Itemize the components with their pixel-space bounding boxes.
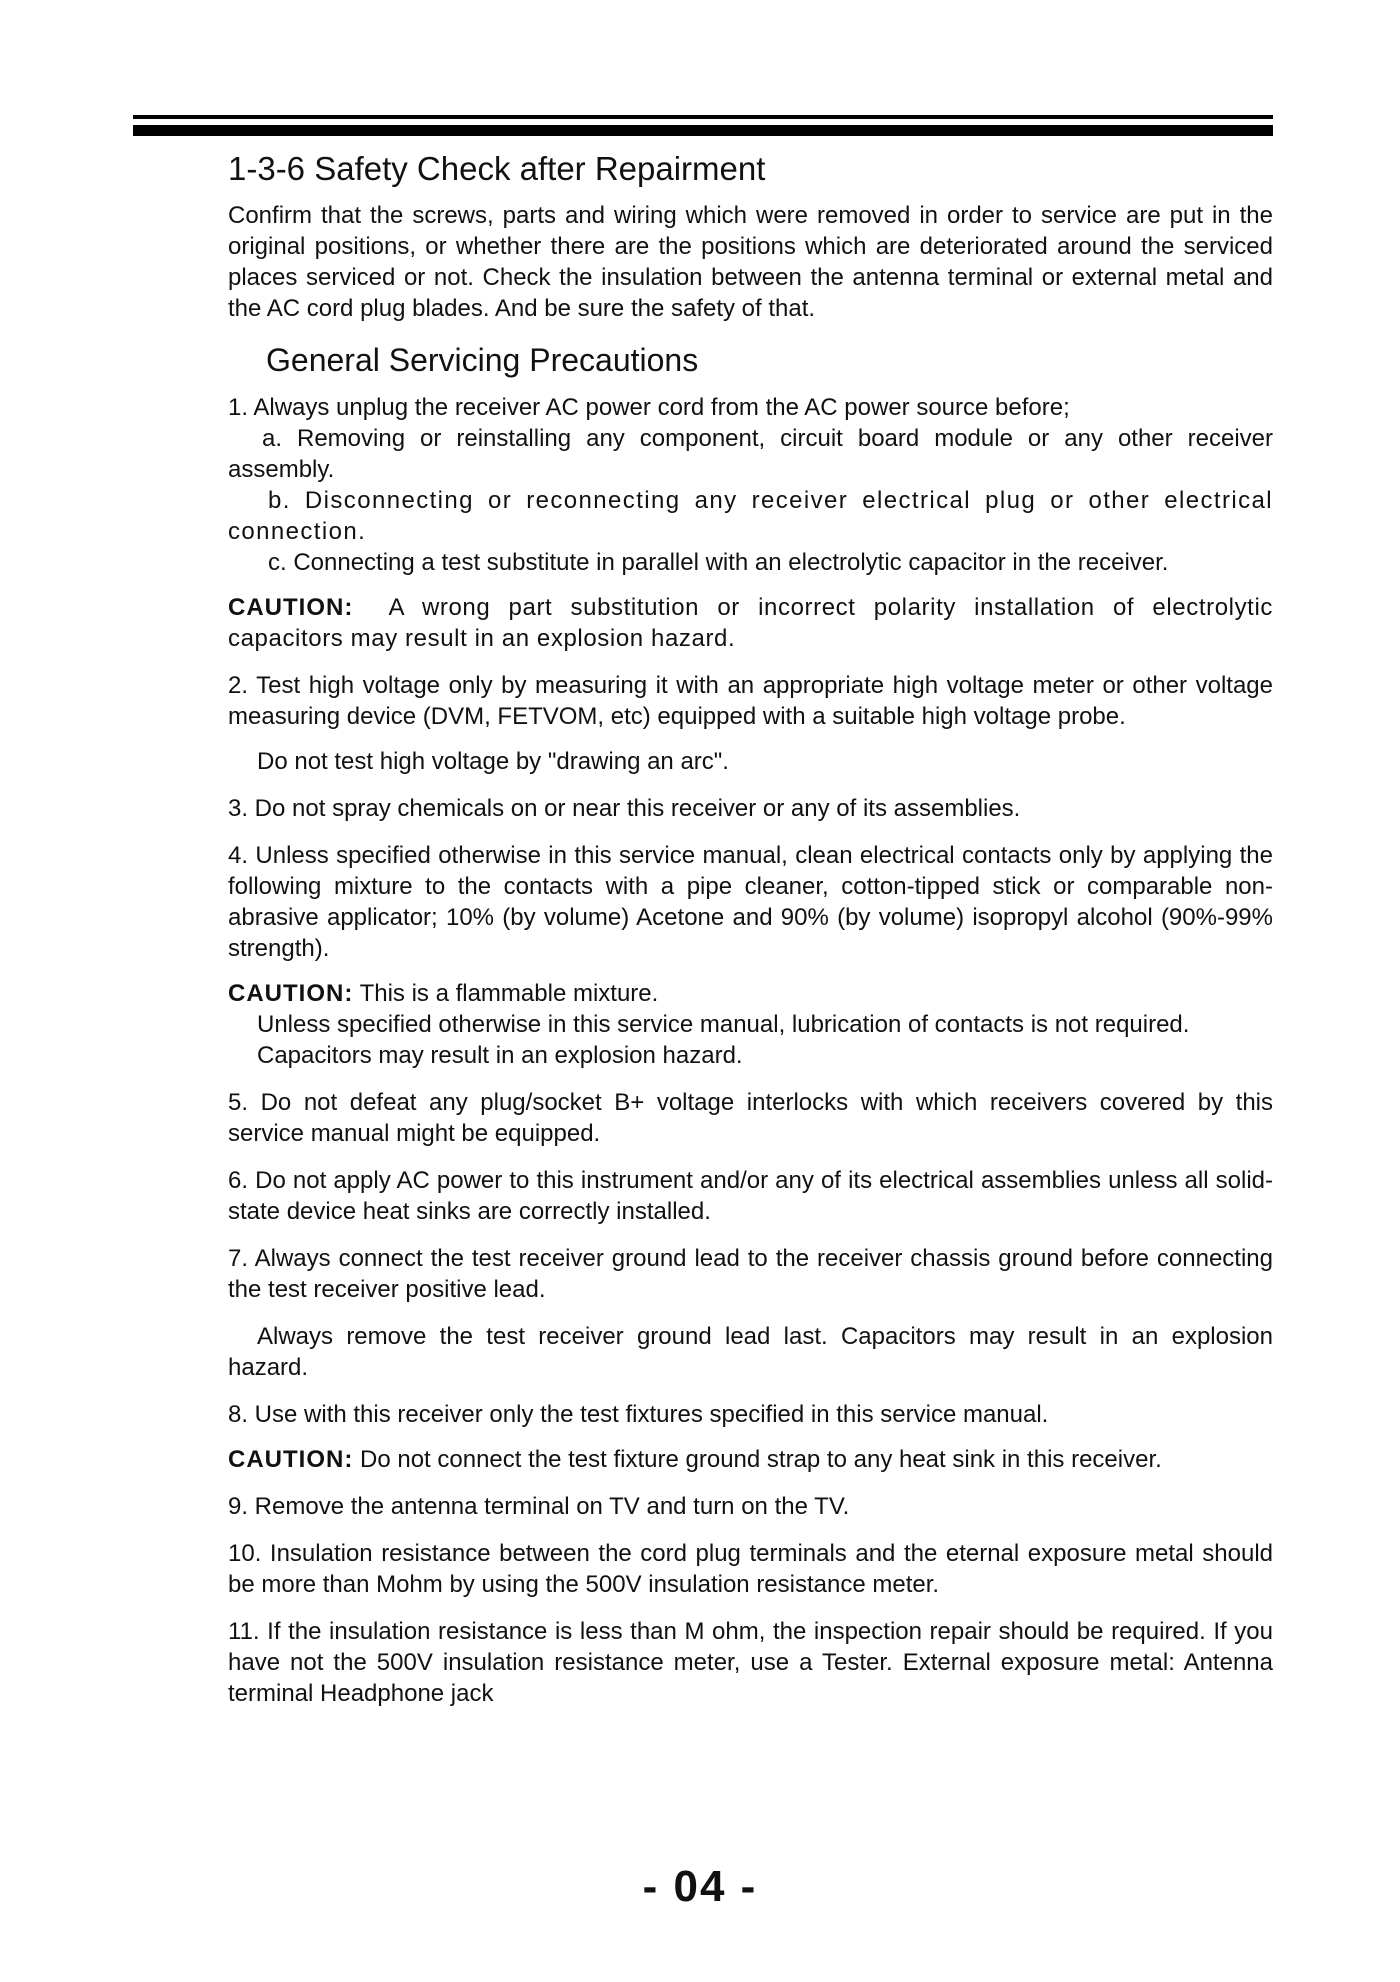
item-7: 7. Always connect the test receiver ground lead to the receiver chassis ground before connecting the test receiver positive lead. bbox=[228, 1245, 1273, 1303]
section-title: 1-3-6 Safety Check after Repairment bbox=[228, 150, 766, 187]
item-9: 9. Remove the antenna terminal on TV and turn on the TV. bbox=[228, 1493, 850, 1520]
item-7-note: Always remove the test receiver ground lead last. Capacitors may result in an explosion hazard. bbox=[228, 1323, 1273, 1381]
item-1b: b. Disconnecting or reconnecting any receiver electrical plug or other electrical connection. bbox=[228, 487, 1273, 545]
item-11: 11. If the insulation resistance is less than M ohm, the inspection repair should be required. If you have not the 500V insulation resistance meter, use a Tester. External exposure metal: Antenna terminal Headphone jack bbox=[228, 1618, 1273, 1707]
caution-2-line-3: Capacitors may result in an explosion hazard. bbox=[257, 1042, 743, 1069]
item-2: 2. Test high voltage only by measuring it with an appropriate high voltage meter or other voltage measuring device (DVM, FETVOM, etc) equipped with a suitable high voltage probe. bbox=[228, 672, 1273, 730]
section-body: Confirm that the screws, parts and wiring which were removed in order to service are put in the original positions, or whether there are the positions which are deteriorated around the serviced places serviced or not. Check the insulation between the antenna terminal or external metal and the AC cord plug blades. And be sure the safety of that. bbox=[228, 202, 1273, 322]
caution-label: CAUTION: bbox=[228, 1446, 354, 1473]
caution-3 bbox=[228, 1444, 1273, 1475]
item-8: 8. Use with this receiver only the test fixtures specified in this service manual. bbox=[228, 1401, 1049, 1428]
caution-3-text: Do not connect the test fixture ground strap to any heat sink in this receiver. bbox=[360, 1446, 1162, 1473]
caution-2 bbox=[228, 978, 1273, 1009]
item-10: 10. Insulation resistance between the cord plug terminals and the eternal exposure metal should be more than Mohm by using the 500V insulation resistance meter. bbox=[228, 1540, 1273, 1598]
item-1c: c. Connecting a test substitute in parallel with an electrolytic capacitor in the receiver. bbox=[268, 549, 1169, 576]
item-6: 6. Do not apply AC power to this instrument and/or any of its electrical assemblies unless all solid-state device heat sinks are correctly installed. bbox=[228, 1167, 1273, 1225]
caution-label: CAUTION: bbox=[228, 980, 354, 1007]
page-number: - 04 - bbox=[642, 1862, 758, 1911]
caution-label: CAUTION: bbox=[228, 594, 354, 621]
item-1: 1. Always unplug the receiver AC power cord from the AC power source before; bbox=[228, 394, 1070, 421]
item-5: 5. Do not defeat any plug/socket B+ voltage interlocks with which receivers covered by this service manual might be equipped. bbox=[228, 1089, 1273, 1147]
caution-1 bbox=[228, 592, 1273, 654]
precautions-title: General Servicing Precautions bbox=[266, 342, 699, 378]
header-rule-thick bbox=[133, 125, 1273, 136]
caution-1-text: A wrong part substitution or incorrect polarity installation of electrolytic capacitors may result in an explosion hazard. bbox=[228, 594, 1273, 652]
caution-2-line-2: Unless specified otherwise in this service manual, lubrication of contacts is not required. bbox=[257, 1011, 1190, 1038]
item-4: 4. Unless specified otherwise in this service manual, clean electrical contacts only by applying the following mixture to the contacts with a pipe cleaner, cotton-tipped stick or comparable non-abrasive applicator; 10% (by volume) Acetone and 90% (by volume) isopropyl alcohol (90%-99% strength). bbox=[228, 842, 1273, 962]
header-rule-thin bbox=[133, 115, 1273, 119]
page-content bbox=[228, 148, 1273, 1709]
item-1a: a. Removing or reinstalling any component, circuit board module or any other receiver assembly. bbox=[228, 425, 1273, 483]
item-3: 3. Do not spray chemicals on or near this receiver or any of its assemblies. bbox=[228, 795, 1021, 822]
caution-2-text: This is a flammable mixture. bbox=[359, 980, 659, 1007]
item-2-note: Do not test high voltage by "drawing an arc". bbox=[257, 748, 729, 775]
